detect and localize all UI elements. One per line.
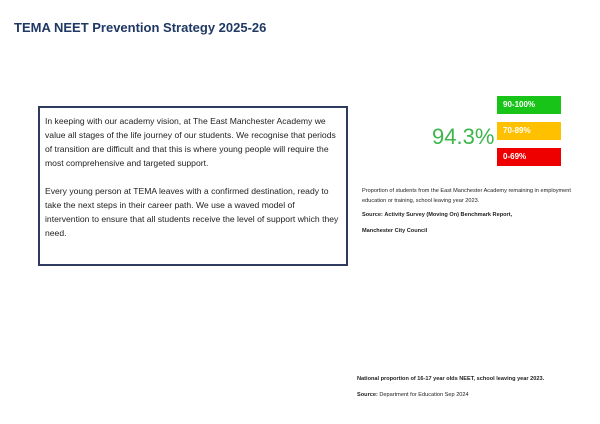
caption-text: Proportion of students from the East Manchester Academy remaining in employment education or training, school leaving year 2023. [362, 188, 571, 204]
stat-caption [362, 186, 592, 236]
retention-stat: 94.3% [432, 124, 495, 149]
intro-paragraph-1: In keeping with our academy vision, at The East Manchester Academy we value all stages of the life journey of our students. We recognise that periods of transition are difficult and that this is where young people will require the most comprehensive and targeted support. [45, 116, 336, 168]
caption-source-text: Activity Survey (Moving On) Benchmark Report, [384, 212, 513, 218]
national-source [357, 390, 597, 400]
rag-band-green: 90-100% [497, 96, 561, 114]
caption-source [362, 210, 592, 220]
caption-source-label: Source: [362, 212, 383, 218]
national-source-text: Department for Education Sep 2024 [379, 392, 469, 398]
national-source-label: Source: [357, 392, 378, 398]
page-title: TEMA NEET Prevention Strategy 2025-26 [14, 20, 267, 35]
rag-band-amber: 70-89% [497, 122, 561, 140]
national-text: National proportion of 16-17 year olds NEET, school leaving year 2023. [357, 376, 545, 382]
rag-band-red: 0-69% [497, 148, 561, 166]
intro-text-box [38, 106, 348, 266]
intro-paragraph-2: Every young person at TEMA leaves with a confirmed destination, ready to take the next steps in their career path. We use a waved model of intervention to ensure that all students receive the level of support which they need. [45, 186, 339, 238]
caption-source-text-2: Manchester City Council [362, 228, 428, 234]
national-caption [357, 374, 597, 400]
